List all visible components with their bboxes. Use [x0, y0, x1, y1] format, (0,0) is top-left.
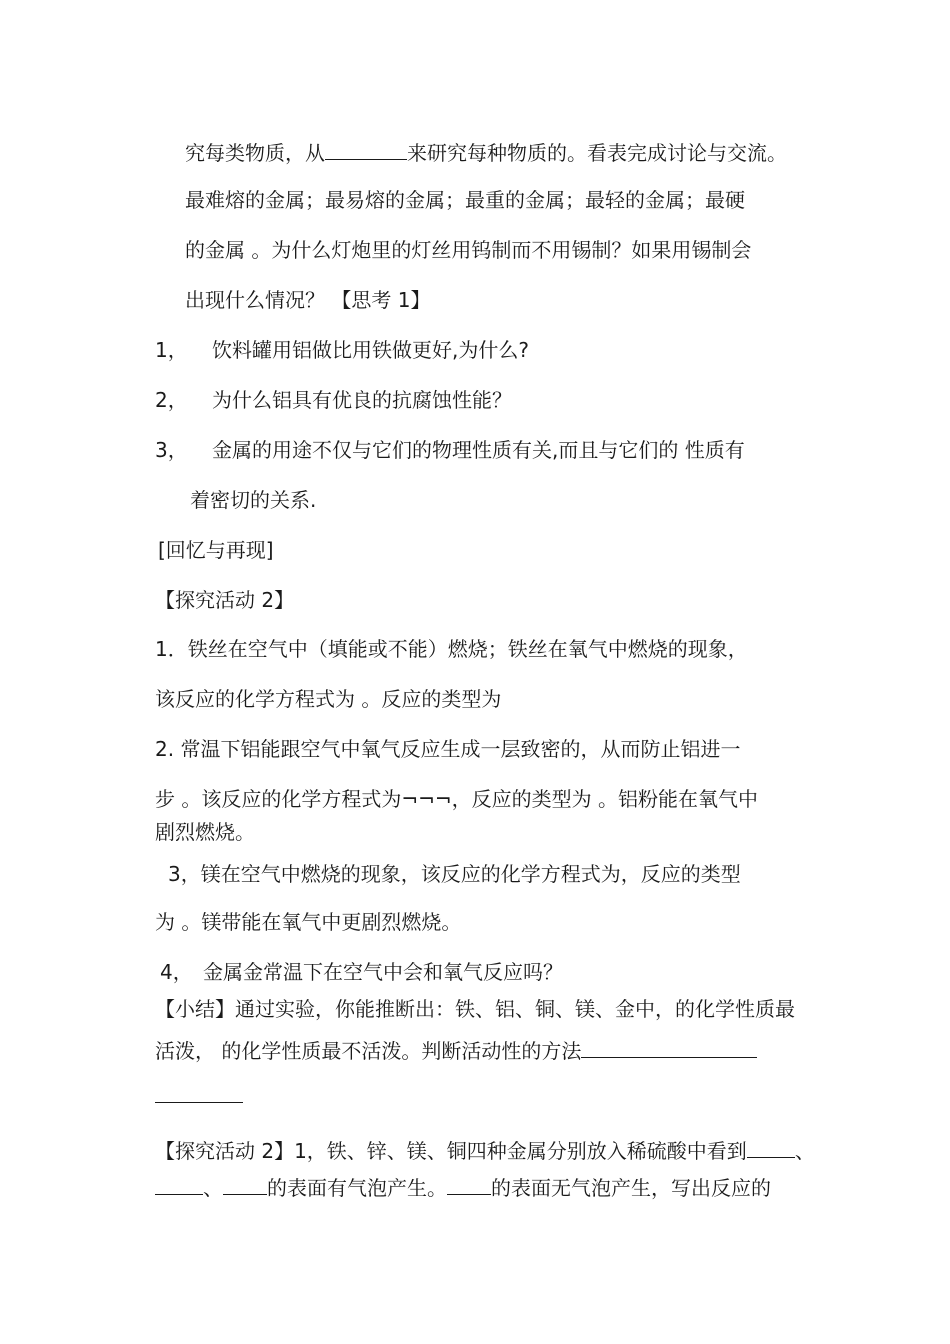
activity-item-1-continued: 该反应的化学方程式为 。反应的类型为 [155, 687, 502, 711]
text-segment: 究每类物质，从 [185, 141, 325, 165]
activity-item-2-end: 剧烈燃烧。 [155, 820, 255, 844]
text-line-3: 的金属 。为什么灯炮里的灯丝用钨制而不用锡制？如果用锡制会 [185, 238, 752, 262]
text-segment: 的表面有气泡产生。 [267, 1176, 447, 1200]
fill-blank [325, 137, 407, 160]
question-text: 为什么铝具有优良的抗腐蚀性能？ [212, 388, 512, 412]
text-segment: 、 [794, 1139, 815, 1163]
question-number: 3， [155, 438, 188, 462]
activity-item-3-continued: 为 。镁带能在氧气中更剧烈燃烧。 [155, 910, 462, 934]
question-text: 金属金常温下在空气中会和氧气反应吗？ [203, 960, 563, 984]
question-3 [155, 436, 745, 464]
summary-blank-continued [155, 1080, 243, 1108]
question-number: 2， [155, 388, 188, 412]
text-segment: 【探究活动 2】1，铁、锌、镁、铜四种金属分别放入稀硫酸中看到 [155, 1139, 747, 1163]
section-activity-2: 【探究活动 2】 [155, 588, 295, 612]
fill-blank [155, 1172, 203, 1195]
summary-line-2 [155, 1035, 757, 1063]
activity-2b-line-1 [155, 1135, 815, 1163]
activity-item-1: 1．铁丝在空气中（填能或不能）燃烧；铁丝在氧气中燃烧的现象， [155, 637, 748, 661]
question-text: 金属的用途不仅与它们的物理性质有关,而且与它们的 性质有 [212, 438, 745, 462]
activity-item-4 [160, 958, 563, 986]
question-1 [155, 336, 529, 364]
fill-blank [581, 1035, 757, 1058]
question-3-continued: 着密切的关系. [190, 488, 317, 512]
text-line-1 [185, 137, 787, 165]
text-segment: 、 [203, 1176, 223, 1200]
activity-2b-line-2 [155, 1172, 771, 1200]
text-segment: 活泼， 的化学性质最不活泼。判断活动性的方法 [155, 1039, 582, 1063]
question-number: 4， [160, 960, 193, 984]
fill-blank [223, 1172, 267, 1195]
activity-item-2: 2. 常温下铝能跟空气中氧气反应生成一层致密的，从而防止铝进一 [155, 737, 741, 761]
text-segment: 来研究每种物质的。看表完成讨论与交流。 [407, 141, 787, 165]
text-line-2: 最难熔的金属；最易熔的金属；最重的金属；最轻的金属；最硬 [185, 188, 745, 212]
activity-item-2-continued: 步 。该反应的化学方程式为¬¬¬，反应的类型为 。铝粉能在氧气中 [155, 787, 758, 811]
section-recall: [回忆与再现] [158, 538, 274, 562]
fill-blank [747, 1135, 795, 1158]
question-2 [155, 386, 512, 414]
text-line-4: 出现什么情况？ 【思考 1】 [185, 288, 431, 312]
activity-item-3: 3，镁在空气中燃烧的现象，该反应的化学方程式为，反应的类型 [168, 862, 741, 886]
fill-blank [155, 1080, 243, 1103]
question-number: 1， [155, 338, 188, 362]
fill-blank [447, 1172, 491, 1195]
text-segment: 的表面无气泡产生，写出反应的 [491, 1176, 771, 1200]
summary-line-1: 【小结】通过实验，你能推断出：铁、铝、铜、镁、金中，的化学性质最 [155, 997, 795, 1021]
question-text: 饮料罐用铝做比用铁做更好,为什么? [212, 338, 529, 362]
